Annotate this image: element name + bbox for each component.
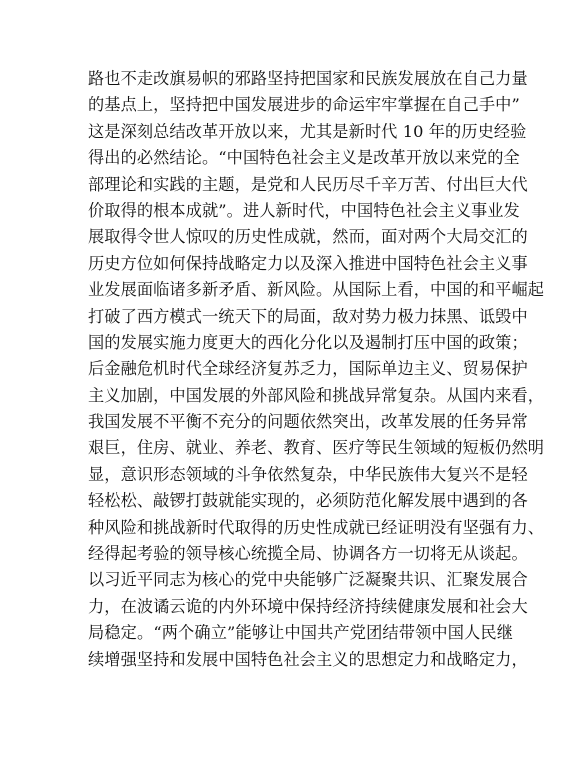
text-line: 主义加剧，中国发展的外部风险和挑战异常复杂。从国内来看， (88, 385, 545, 405)
text-line: 历史方位如何保持战略定力以及深入推进中国特色社会主义事 (88, 253, 528, 273)
text-line: 路也不走改旗易帜的邪路坚持把国家和民族发展放在自己力量 (88, 69, 528, 88)
text-line: 这是深刻总结改革开放以来，尤其是新时代 10 年的历史经验 (88, 121, 527, 141)
text-line: 艰巨，住房、就业、养老、教育、医疗等民生领域的短板仍然明 (88, 438, 545, 458)
text-line: 得出的必然结论。“中国特色社会主义是改革开放以来党的全 (88, 148, 520, 168)
text-line: 局稳定。“两个确立”能够让中国共产党团结带领中国人民继 (88, 623, 513, 643)
text-line: 种风险和挑战新时代取得的历史性成就已经证明没有坚强有力、 (88, 517, 545, 537)
body-text (88, 66, 545, 673)
text-line: 价取得的根本成就”。进人新时代，中国特色社会主义事业发 (88, 200, 520, 220)
text-line: 部理论和实践的主题，是党和人民历尽千辛万苦、付出巨大代 (88, 174, 528, 194)
text-line: 的基点上，坚持把中国发展进步的命运牢牢掌握在自己手中” (88, 95, 520, 115)
text-line: 业发展面临诸多新矛盾、新风险。从国际上看，中国的和平崛起 (88, 280, 545, 300)
text-line: 轻松松、敲锣打鼓就能实现的，必须防范化解发展中遇到的各 (88, 491, 528, 511)
text-line: 经得起考验的领导核心统揽全局、协调各方一切将无从谈起。 (88, 544, 528, 564)
text-line: 力，在波谲云诡的内外环境中保持经济持续健康发展和社会大 (88, 596, 528, 616)
text-line: 续增强坚持和发展中国特色社会主义的思想定力和战略定力， (88, 649, 528, 669)
text-line: 国的发展实施力度更大的西化分化以及遏制打压中国的政策； (88, 332, 528, 352)
text-line: 后金融危机时代全球经济复苏乏力，国际单边主义、贸易保护 (88, 359, 528, 379)
text-line: 显，意识形态领域的斗争依然复杂，中华民族伟大复兴不是轻 (88, 464, 528, 484)
text-line: 我国发展不平衡不充分的问题依然突出，改革发展的任务异常 (88, 412, 528, 432)
text-line: 打破了西方模式一统天下的局面，敌对势力极力抹黑、诋毁中 (88, 306, 528, 326)
text-line: 展取得令世人惊叹的历史性成就，然而，面对两个大局交汇的 (88, 227, 528, 247)
text-line: 以习近平同志为核心的党中央能够广泛凝聚共识、汇聚发展合 (88, 570, 528, 590)
